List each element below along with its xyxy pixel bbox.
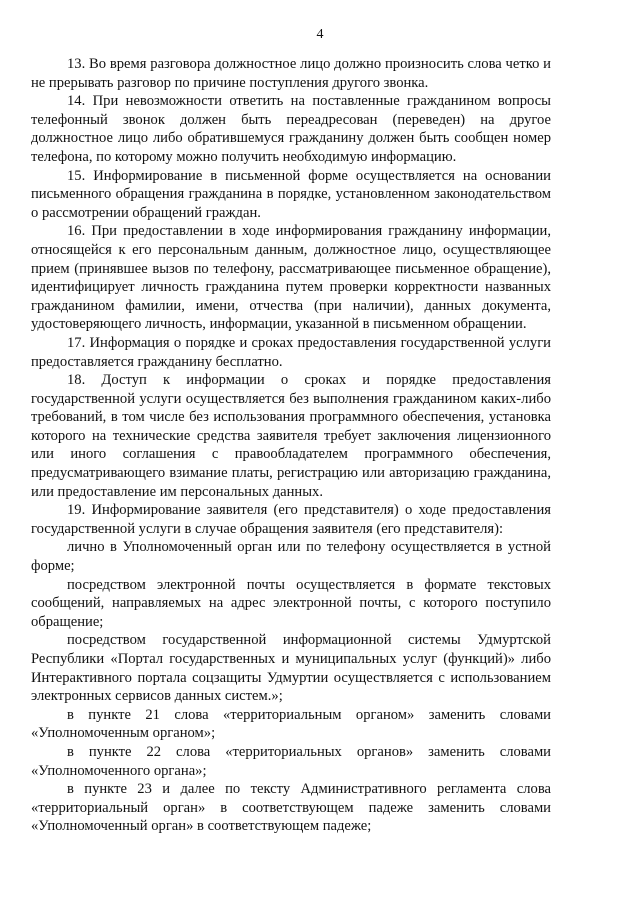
paragraph-in-person: лично в Уполномоченный орган или по телефону осуществляется в устной форме; — [31, 539, 551, 575]
paragraph-14: 14. При невозможности ответить на поставленные гражданином вопросы телефонный звонок должен быть переадресован (переведен) на другое должностное лицо либо обратившемуся гражданину должен быть сообщен номер телефона, по которому можно получить необходимую информацию. — [31, 93, 551, 165]
paragraph-portal: посредством государственной информационной системы Удмуртской Республики «Портал государственных и муниципальных услуг (функций)» либо Интерактивного портала соцзащиты Удмуртии осуществляется с использованием электронных сервисов данных систем.»; — [31, 632, 551, 705]
paragraph-item-23: в пункте 23 и далее по тексту Административного регламента слова «территориальный орган» в соответствующем падеже заменить словами «Уполномоченный орган» в соответствующем падеже; — [31, 781, 551, 835]
paragraph-19: 19. Информирование заявителя (его представителя) о ходе предоставления государственной услуги в случае обращения заявителя (его представителя): — [31, 502, 551, 537]
paragraph-item-21: в пункте 21 слова «территориальным органом» заменить словами «Уполномоченным органом»; — [31, 706, 551, 742]
paragraph-item-22: в пункте 22 слова «территориальных органов» заменить словами «Уполномоченного органа»; — [31, 743, 551, 779]
document-body — [31, 55, 551, 836]
paragraph-15: 15. Информирование в письменной форме осуществляется на основании письменного обращения гражданина в порядке, установленном законодательством о рассмотрении обращений граждан. — [31, 167, 551, 221]
paragraph-13: 13. Во время разговора должностное лицо должно произносить слова четко и не прерывать разговор по причине поступления другого звонка. — [31, 56, 551, 91]
paragraph-16: 16. При предоставлении в ходе информирования гражданину информации, относящейся к его персональным данным, должностное лицо, осуществляющее прием (принявшее вызов по телефону, рассматривающее письменное обращение), идентифицирует личность гражданина путем проверки корректности названных гражданином фамилии, имени, отчества (при наличии), данных документа, удостоверяющего личность, информации, указанной в письменном обращении. — [31, 223, 551, 333]
paragraph-18: 18. Доступ к информации о сроках и порядке предоставления государственной услуги осуществляется без выполнения гражданином каких-либо требований, в том числе без использования программного обеспечения, установка которого на технические средства заявителя требует заключения лицензионного или иного соглашения с правообладателем программного обеспечения, предусматривающего взимание платы, регистрацию или авторизацию гражданина, или предоставление им персональных данных. — [31, 372, 551, 500]
page-number: 4 — [316, 27, 324, 42]
paragraph-17: 17. Информация о порядке и сроках предоставления государственной услуги предоставляется гражданину бесплатно. — [31, 334, 551, 370]
paragraph-email: посредством электронной почты осуществляется в формате текстовых сообщений, направляемых на адрес электронной почты, с которого поступило обращение; — [31, 576, 551, 630]
